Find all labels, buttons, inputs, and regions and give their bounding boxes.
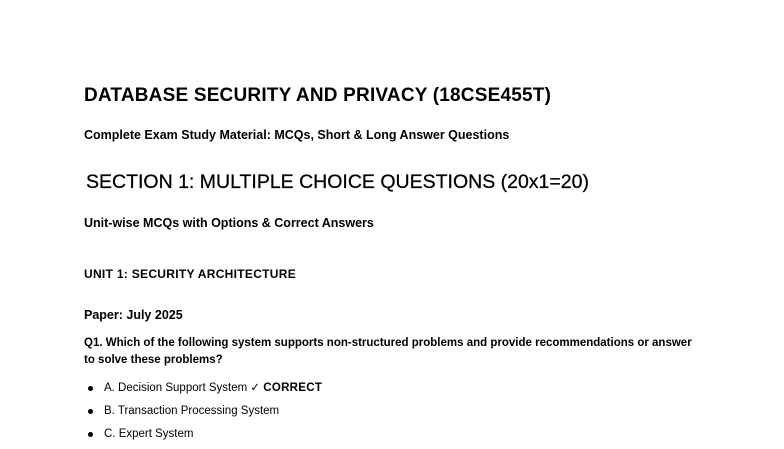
bullet-icon bbox=[88, 386, 93, 391]
section-subtitle: Unit-wise MCQs with Options & Correct Answers bbox=[84, 216, 374, 230]
option-label: A. Decision Support System bbox=[104, 382, 248, 394]
option-label: C. Expert System bbox=[104, 428, 194, 440]
option-b bbox=[88, 403, 322, 426]
option-a bbox=[88, 380, 322, 403]
section-title: SECTION 1: MULTIPLE CHOICE QUESTIONS (20x1=20) bbox=[86, 171, 589, 193]
unit-title: UNIT 1: SECURITY ARCHITECTURE bbox=[84, 267, 297, 281]
option-c bbox=[88, 426, 322, 449]
checkmark-icon: ✓ bbox=[250, 382, 261, 394]
bullet-icon bbox=[88, 409, 93, 414]
question-text: Q1. Which of the following system supports non-structured problems and provide recommendations or answer to solve these problems? bbox=[84, 337, 692, 366]
correct-tag: CORRECT bbox=[263, 382, 323, 394]
option-label: B. Transaction Processing System bbox=[104, 405, 280, 417]
document-subtitle: Complete Exam Study Material: MCQs, Short & Long Answer Questions bbox=[84, 128, 510, 142]
document-title: DATABASE SECURITY AND PRIVACY (18CSE455T) bbox=[84, 85, 552, 106]
bullet-icon bbox=[88, 432, 93, 437]
option-list bbox=[88, 380, 322, 449]
paper-label: Paper: July 2025 bbox=[84, 308, 183, 322]
